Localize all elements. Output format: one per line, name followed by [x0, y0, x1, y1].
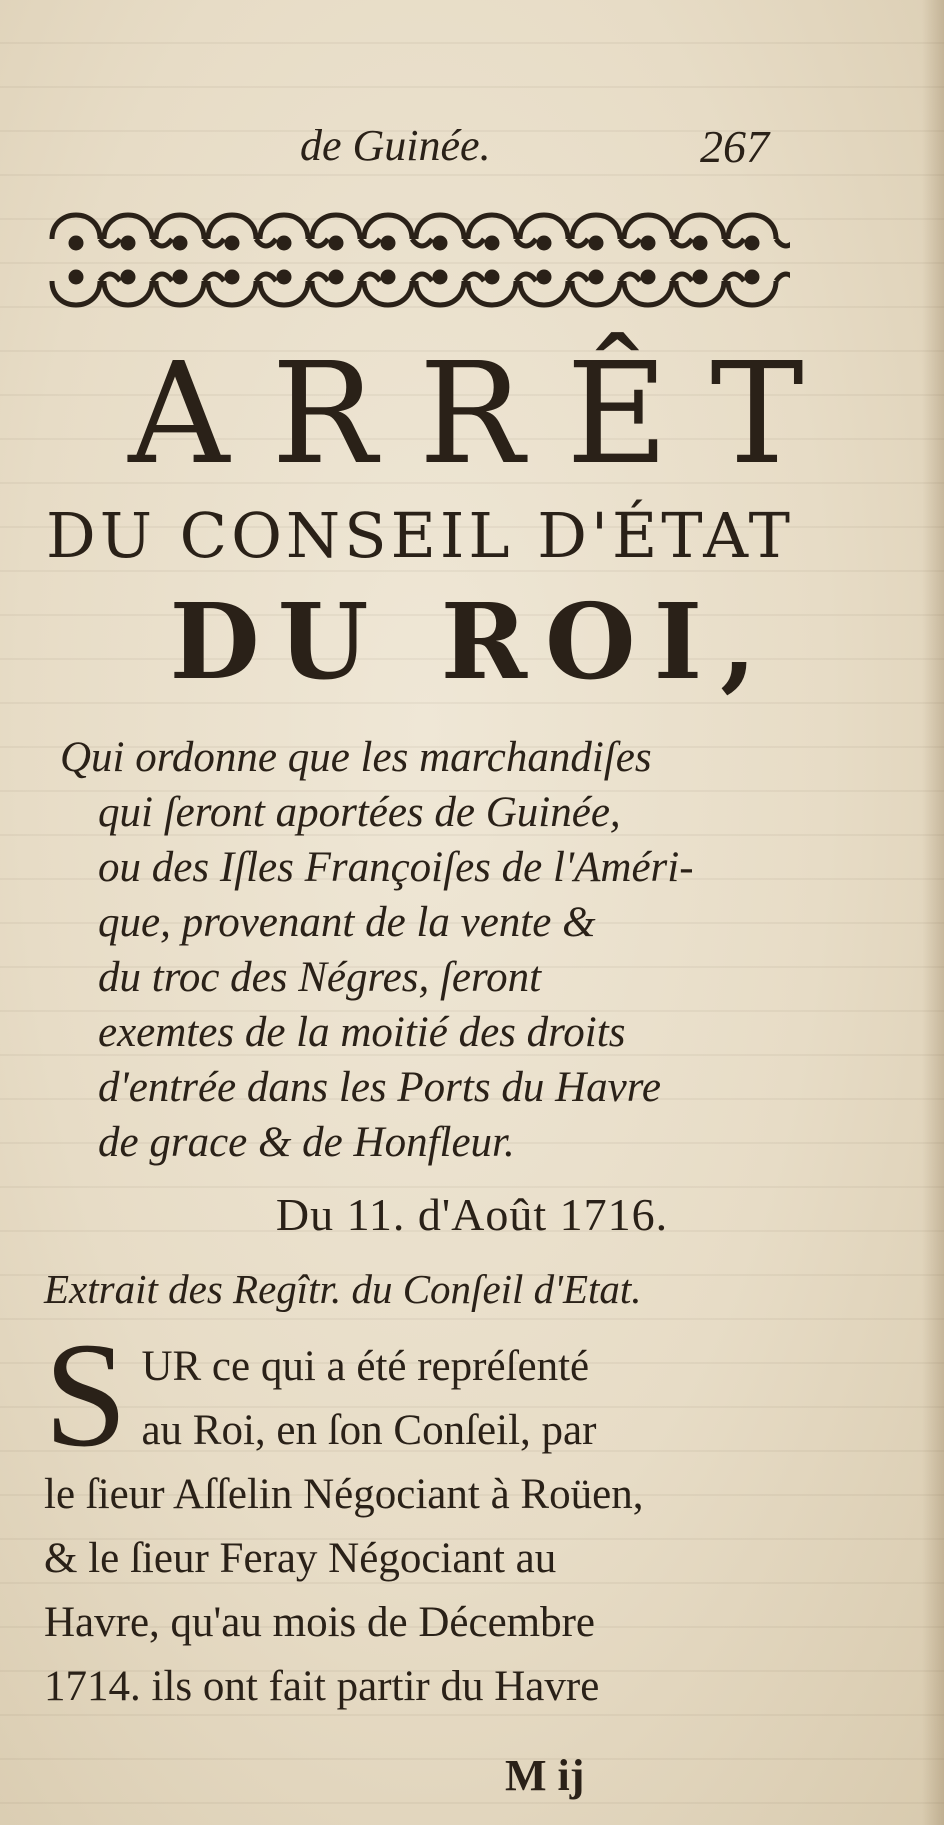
ornament-dot [747, 238, 757, 248]
ornament-leaf [724, 239, 744, 246]
ornament-dot [747, 272, 757, 282]
body-line: Havre, qu'au mois de Décembre [44, 1599, 596, 1646]
ornament-dot [279, 272, 289, 282]
ornament-dot [435, 238, 445, 248]
ornament-leaf [412, 239, 432, 246]
ornament-leaf [152, 274, 172, 281]
ornament-scroll [156, 215, 204, 239]
ornament-dot [123, 238, 133, 248]
extract-heading: Extrait des Regîtr. du Conſeil d'Etat. [44, 1266, 642, 1312]
ornament-dot [175, 238, 185, 248]
title-arret: ARRÊT [128, 333, 846, 496]
ornament-scroll [156, 281, 204, 305]
ornament-dot [123, 272, 133, 282]
decree-date: Du 11. d'Août 1716. [275, 1189, 669, 1240]
ornament-dot [227, 238, 237, 248]
ornament-leaf [412, 274, 432, 281]
ornament-leaf [568, 274, 588, 281]
ornament-leaf [152, 239, 172, 246]
ornament-leaf [204, 239, 224, 246]
body-line: le ſieur Aſſelin Négociant à Roüen, [44, 1471, 644, 1518]
ornament-scroll [520, 215, 568, 239]
ornament-dot [643, 272, 653, 282]
running-head [0, 120, 944, 180]
ornament-leaf [516, 274, 536, 281]
ornament-dot [643, 238, 653, 248]
ornament-dot [383, 272, 393, 282]
ornament-leaf [256, 274, 276, 281]
summary-line: exemtes de la moitié des droits [98, 1009, 626, 1056]
ornament-scroll [728, 281, 776, 305]
ornament-scroll [416, 281, 464, 305]
ornament-row-bottom [52, 272, 790, 305]
ornament-scroll [624, 281, 672, 305]
ornament-scroll [676, 215, 724, 239]
drop-cap: S [44, 1312, 128, 1478]
ornament-scroll [520, 281, 568, 305]
ornament-dot [71, 238, 81, 248]
ornament-scroll [104, 281, 152, 305]
ornament-scroll [364, 281, 412, 305]
ornament-leaf [204, 274, 224, 281]
decree-summary [60, 730, 790, 1170]
ornament-row-top [52, 215, 790, 248]
ornament-scroll [468, 215, 516, 239]
ornament-leaf [724, 274, 744, 281]
summary-line: qui ſeront aportées de Guinée, [98, 789, 621, 836]
body-text [44, 1312, 786, 1719]
ornament-leaf [620, 239, 640, 246]
title-du-roi: DU ROI, [169, 580, 775, 703]
ornament-dot [71, 272, 81, 282]
ornament-leaf [464, 274, 484, 281]
summary-line: du troc des Négres, ſeront [98, 954, 542, 1001]
summary-line: d'entrée dans les Ports du Havre [98, 1064, 661, 1111]
ornament-dot [487, 238, 497, 248]
ornament-dot [695, 238, 705, 248]
ornament-leaf [672, 274, 692, 281]
summary-line: de grace & de Honfleur. [98, 1119, 515, 1166]
ornament-scroll [624, 215, 672, 239]
ornament-leaf [620, 274, 640, 281]
ornament-leaf [256, 239, 276, 246]
ornament-leaf [100, 274, 120, 281]
ornament-dot [487, 272, 497, 282]
page-number: 267 [700, 121, 769, 172]
ornament-scroll [208, 215, 256, 239]
ornament-scroll [312, 215, 360, 239]
ornament-scroll [676, 281, 724, 305]
summary-line: que, provenant de la vente & [98, 899, 596, 946]
body-line: & le ſieur Feray Négociant au [44, 1535, 557, 1582]
ornament-leaf [100, 239, 120, 246]
ornament-scroll [572, 281, 620, 305]
ornament-leaf [776, 274, 790, 281]
ornament-dot [591, 272, 601, 282]
ornament-leaf [568, 239, 588, 246]
ornament-leaf [308, 274, 328, 281]
ornament-dot [591, 238, 601, 248]
running-title: de Guinée. [300, 121, 491, 170]
summary-line: Qui ordonne que les marchandiſes [60, 734, 652, 781]
ornament-dot [383, 238, 393, 248]
ornament-dot [539, 238, 549, 248]
ornament-scroll [468, 281, 516, 305]
ornament-scroll [416, 215, 464, 239]
ornament-dot [435, 272, 445, 282]
ornament-scroll [260, 215, 308, 239]
ornament-leaf [360, 274, 380, 281]
ornament-leaf [308, 239, 328, 246]
summary-line: ou des Iſles Françoiſes de l'Améri- [98, 844, 694, 891]
ornament-leaf [516, 239, 536, 246]
ornament-dot [227, 272, 237, 282]
ornament-dot [695, 272, 705, 282]
title-conseil-etat: DU CONSEIL D'ÉTAT [45, 499, 794, 572]
ornament-scroll [312, 281, 360, 305]
ornament-dot [175, 272, 185, 282]
ornament-leaf [464, 239, 484, 246]
page-edge-shadow [922, 0, 944, 1825]
ornament-scroll [260, 281, 308, 305]
ornament-scroll [208, 281, 256, 305]
body-line: 1714. ils ont fait partir du Havre [44, 1663, 600, 1710]
ornament-dot [539, 272, 549, 282]
fleuron-border-ornament [48, 195, 790, 325]
ornament-leaf [672, 239, 692, 246]
ornament-leaf [776, 239, 790, 246]
ornament-dot [331, 238, 341, 248]
ornament-scroll [572, 215, 620, 239]
ornament-leaf [360, 239, 380, 246]
ornament-scroll [52, 281, 100, 305]
body-line: UR ce qui a été repréſenté [141, 1343, 590, 1390]
ornament-scroll [52, 215, 100, 239]
ornament-dot [279, 238, 289, 248]
ornament-scroll [104, 215, 152, 239]
ornament-scroll [364, 215, 412, 239]
signature-mark: M ij [505, 1751, 585, 1800]
ornament-scroll [728, 215, 776, 239]
body-line: au Roi, en ſon Conſeil, par [141, 1407, 597, 1454]
ornament-dot [331, 272, 341, 282]
